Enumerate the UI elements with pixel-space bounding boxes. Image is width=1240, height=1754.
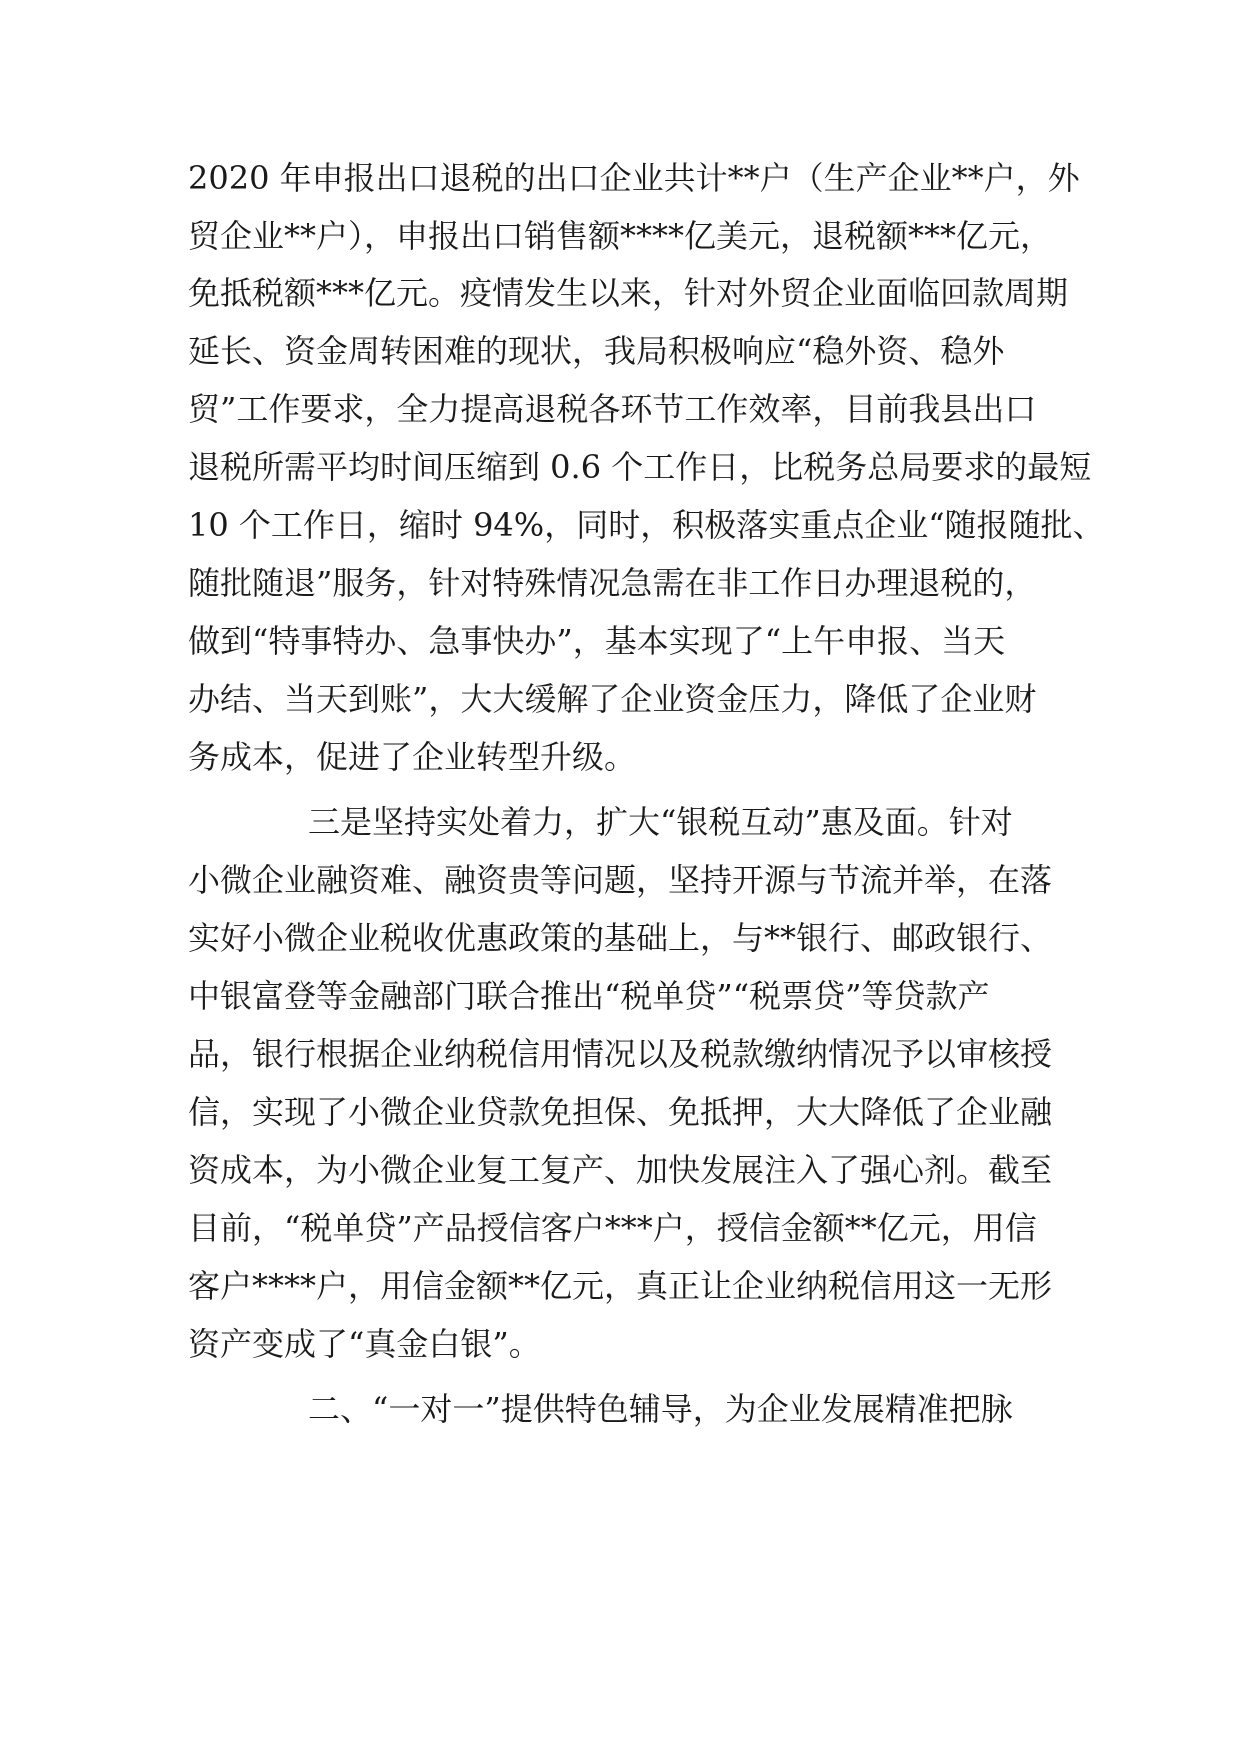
text-line: 10 个工作日，缩时 94%，同时，积极落实重点企业“随报随批、 xyxy=(188,506,1105,544)
text-line: 品，银行根据企业纳税信用情况以及税款缴纳情况予以审核授 xyxy=(188,1035,1053,1073)
text-line: 资成本，为小微企业复工复产、加快发展注入了强心剂。截至 xyxy=(188,1151,1053,1189)
text-line: 办结、当天到账”，大大缓解了企业资金压力，降低了企业财 xyxy=(188,680,1037,718)
text-line: 做到“特事特办、急事快办”，基本实现了“上午申报、当天 xyxy=(188,622,1006,660)
text-line: 小微企业融资难、融资贵等问题，坚持开源与节流并举，在落 xyxy=(188,861,1053,899)
text-line: 延长、资金周转困难的现状，我局积极响应“稳外资、稳外 xyxy=(188,332,1005,370)
text-line: 目前，“税单贷”产品授信客户***户，授信金额**亿元，用信 xyxy=(188,1209,1037,1247)
text-line: 免抵税额***亿元。疫情发生以来，针对外贸企业面临回款周期 xyxy=(188,274,1069,312)
text-line: 实好小微企业税收优惠政策的基础上，与**银行、邮政银行、 xyxy=(188,919,1053,957)
text-line: 随批随退”服务，针对特殊情况急需在非工作日办理退税的， xyxy=(188,564,1037,602)
text-line: 贸企业**户），申报出口销售额****亿美元，退税额***亿元， xyxy=(188,217,1053,255)
text-line: 2020 年申报出口退税的出口企业共计**户（生产企业**户，外 xyxy=(188,159,1080,197)
text-line: 信，实现了小微企业贷款免担保、免抵押，大大降低了企业融 xyxy=(188,1093,1053,1131)
text-line: 客户****户，用信金额**亿元，真正让企业纳税信用这一无形 xyxy=(188,1267,1053,1305)
text-line: 退税所需平均时间压缩到 0.6 个工作日，比税务总局要求的最短 xyxy=(188,448,1092,486)
text-line: 资产变成了“真金白银”。 xyxy=(188,1325,541,1363)
text-line: 贸”工作要求，全力提高退税各环节工作效率，目前我县出口 xyxy=(188,390,1037,428)
text-line: 中银富登等金融部门联合推出“税单贷”“税票贷”等贷款产 xyxy=(188,977,990,1015)
section-heading: 二、“一对一”提供特色辅导，为企业发展精准把脉 xyxy=(308,1390,1013,1428)
text-line: 务成本，促进了企业转型升级。 xyxy=(188,738,637,776)
paragraph-heading: 三是坚持实处着力，扩大“银税互动”惠及面。针对 xyxy=(308,803,1013,841)
